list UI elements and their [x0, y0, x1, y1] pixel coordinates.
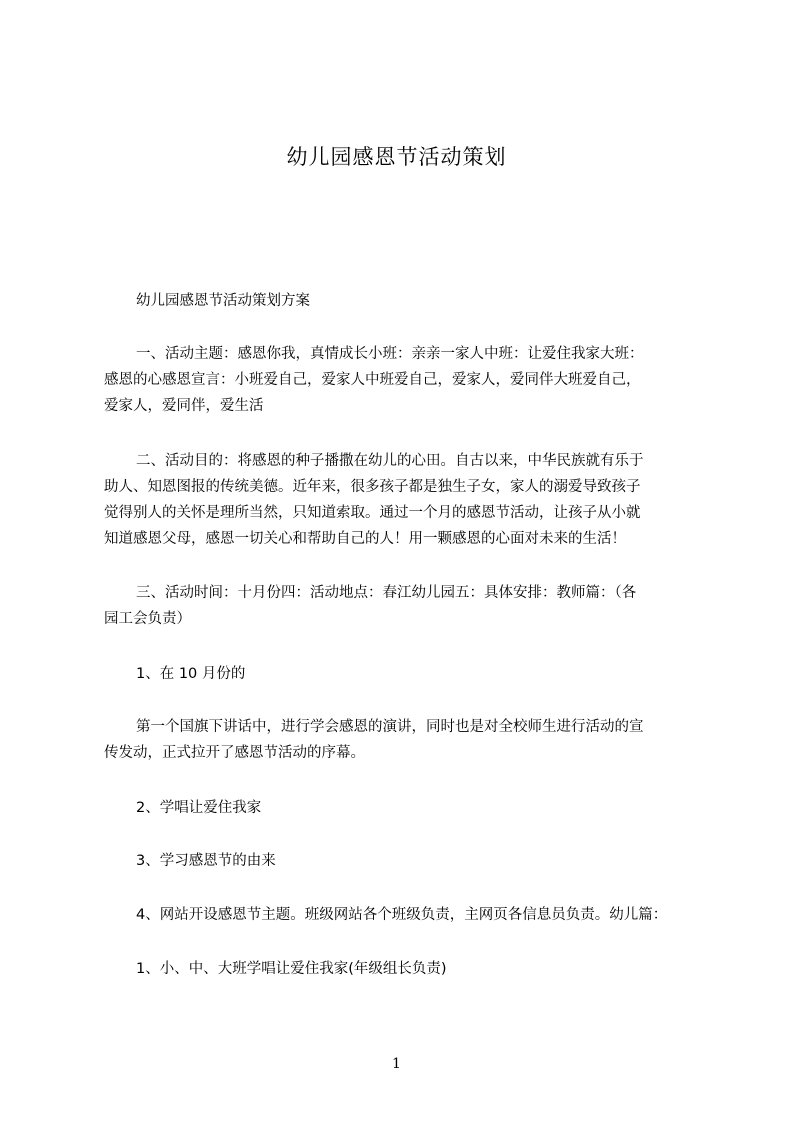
theme-line-1: 一、活动主题：感恩你我，真情成长小班：亲亲一家人中班：让爱住我家大班： [136, 346, 644, 362]
page-number: 1 [392, 1056, 401, 1072]
list-item-3 [104, 848, 716, 874]
theme-line-3: 爱家人，爱同伴，爱生活 [104, 398, 264, 414]
time-line-2: 园工会负责） [104, 611, 191, 627]
purpose-line-2: 助人、知恩图报的传统美德。近年来，很多孩子都是独生子女，家人的溺爱导致孩子 [104, 479, 641, 495]
time-line-1: 三、活动时间：十月份四：活动地点：春江幼儿园五：具体安排：教师篇：（各 [136, 585, 637, 601]
list-item-5 [104, 956, 716, 982]
item-5-text: 1、小、中、大班学唱让爱住我家(年级组长负责) [136, 961, 447, 977]
list-item-4 [104, 902, 716, 928]
item-1-detail [104, 714, 716, 766]
document-title: 幼儿园感恩节活动策划 [286, 145, 507, 169]
subtitle-text: 幼儿园感恩节活动策划方案 [136, 293, 310, 309]
item-4-text: 4、网站开设感恩节主题。班级网站各个班级负责，主网页各信息员负责。幼儿篇： [136, 907, 668, 923]
item-1-text: 1、在 10 月份的 [136, 666, 246, 682]
item-3-text: 3、学习感恩节的由来 [136, 853, 276, 869]
purpose-line-4: 知道感恩父母，感恩一切关心和帮助自己的人！用一颗感恩的心面对未来的生活！ [104, 531, 626, 547]
plan-subtitle [104, 288, 716, 314]
item-2-text: 2、学唱让爱住我家 [136, 800, 262, 816]
theme-line-2: 感恩的心感恩宣言：小班爱自己，爱家人中班爱自己，爱家人，爱同伴大班爱自己， [104, 372, 641, 388]
list-item-1 [104, 661, 716, 687]
section-purpose [104, 448, 716, 552]
purpose-line-1: 二、活动目的：将感恩的种子播撒在幼儿的心田。自古以来，中华民族就有乐于 [136, 453, 644, 469]
item-1-detail-line-2: 传发动，正式拉开了感恩节活动的序幕。 [104, 745, 365, 761]
section-theme [104, 341, 716, 419]
list-item-2 [104, 795, 716, 821]
section-time [104, 580, 716, 632]
item-1-detail-line-1: 第一个国旗下讲话中，进行学会感恩的演讲，同时也是对全校师生进行活动的宣 [136, 719, 644, 735]
purpose-line-3: 觉得别人的关怀是理所当然，只知道索取。通过一个月的感恩节活动，让孩子从小就 [104, 505, 641, 521]
